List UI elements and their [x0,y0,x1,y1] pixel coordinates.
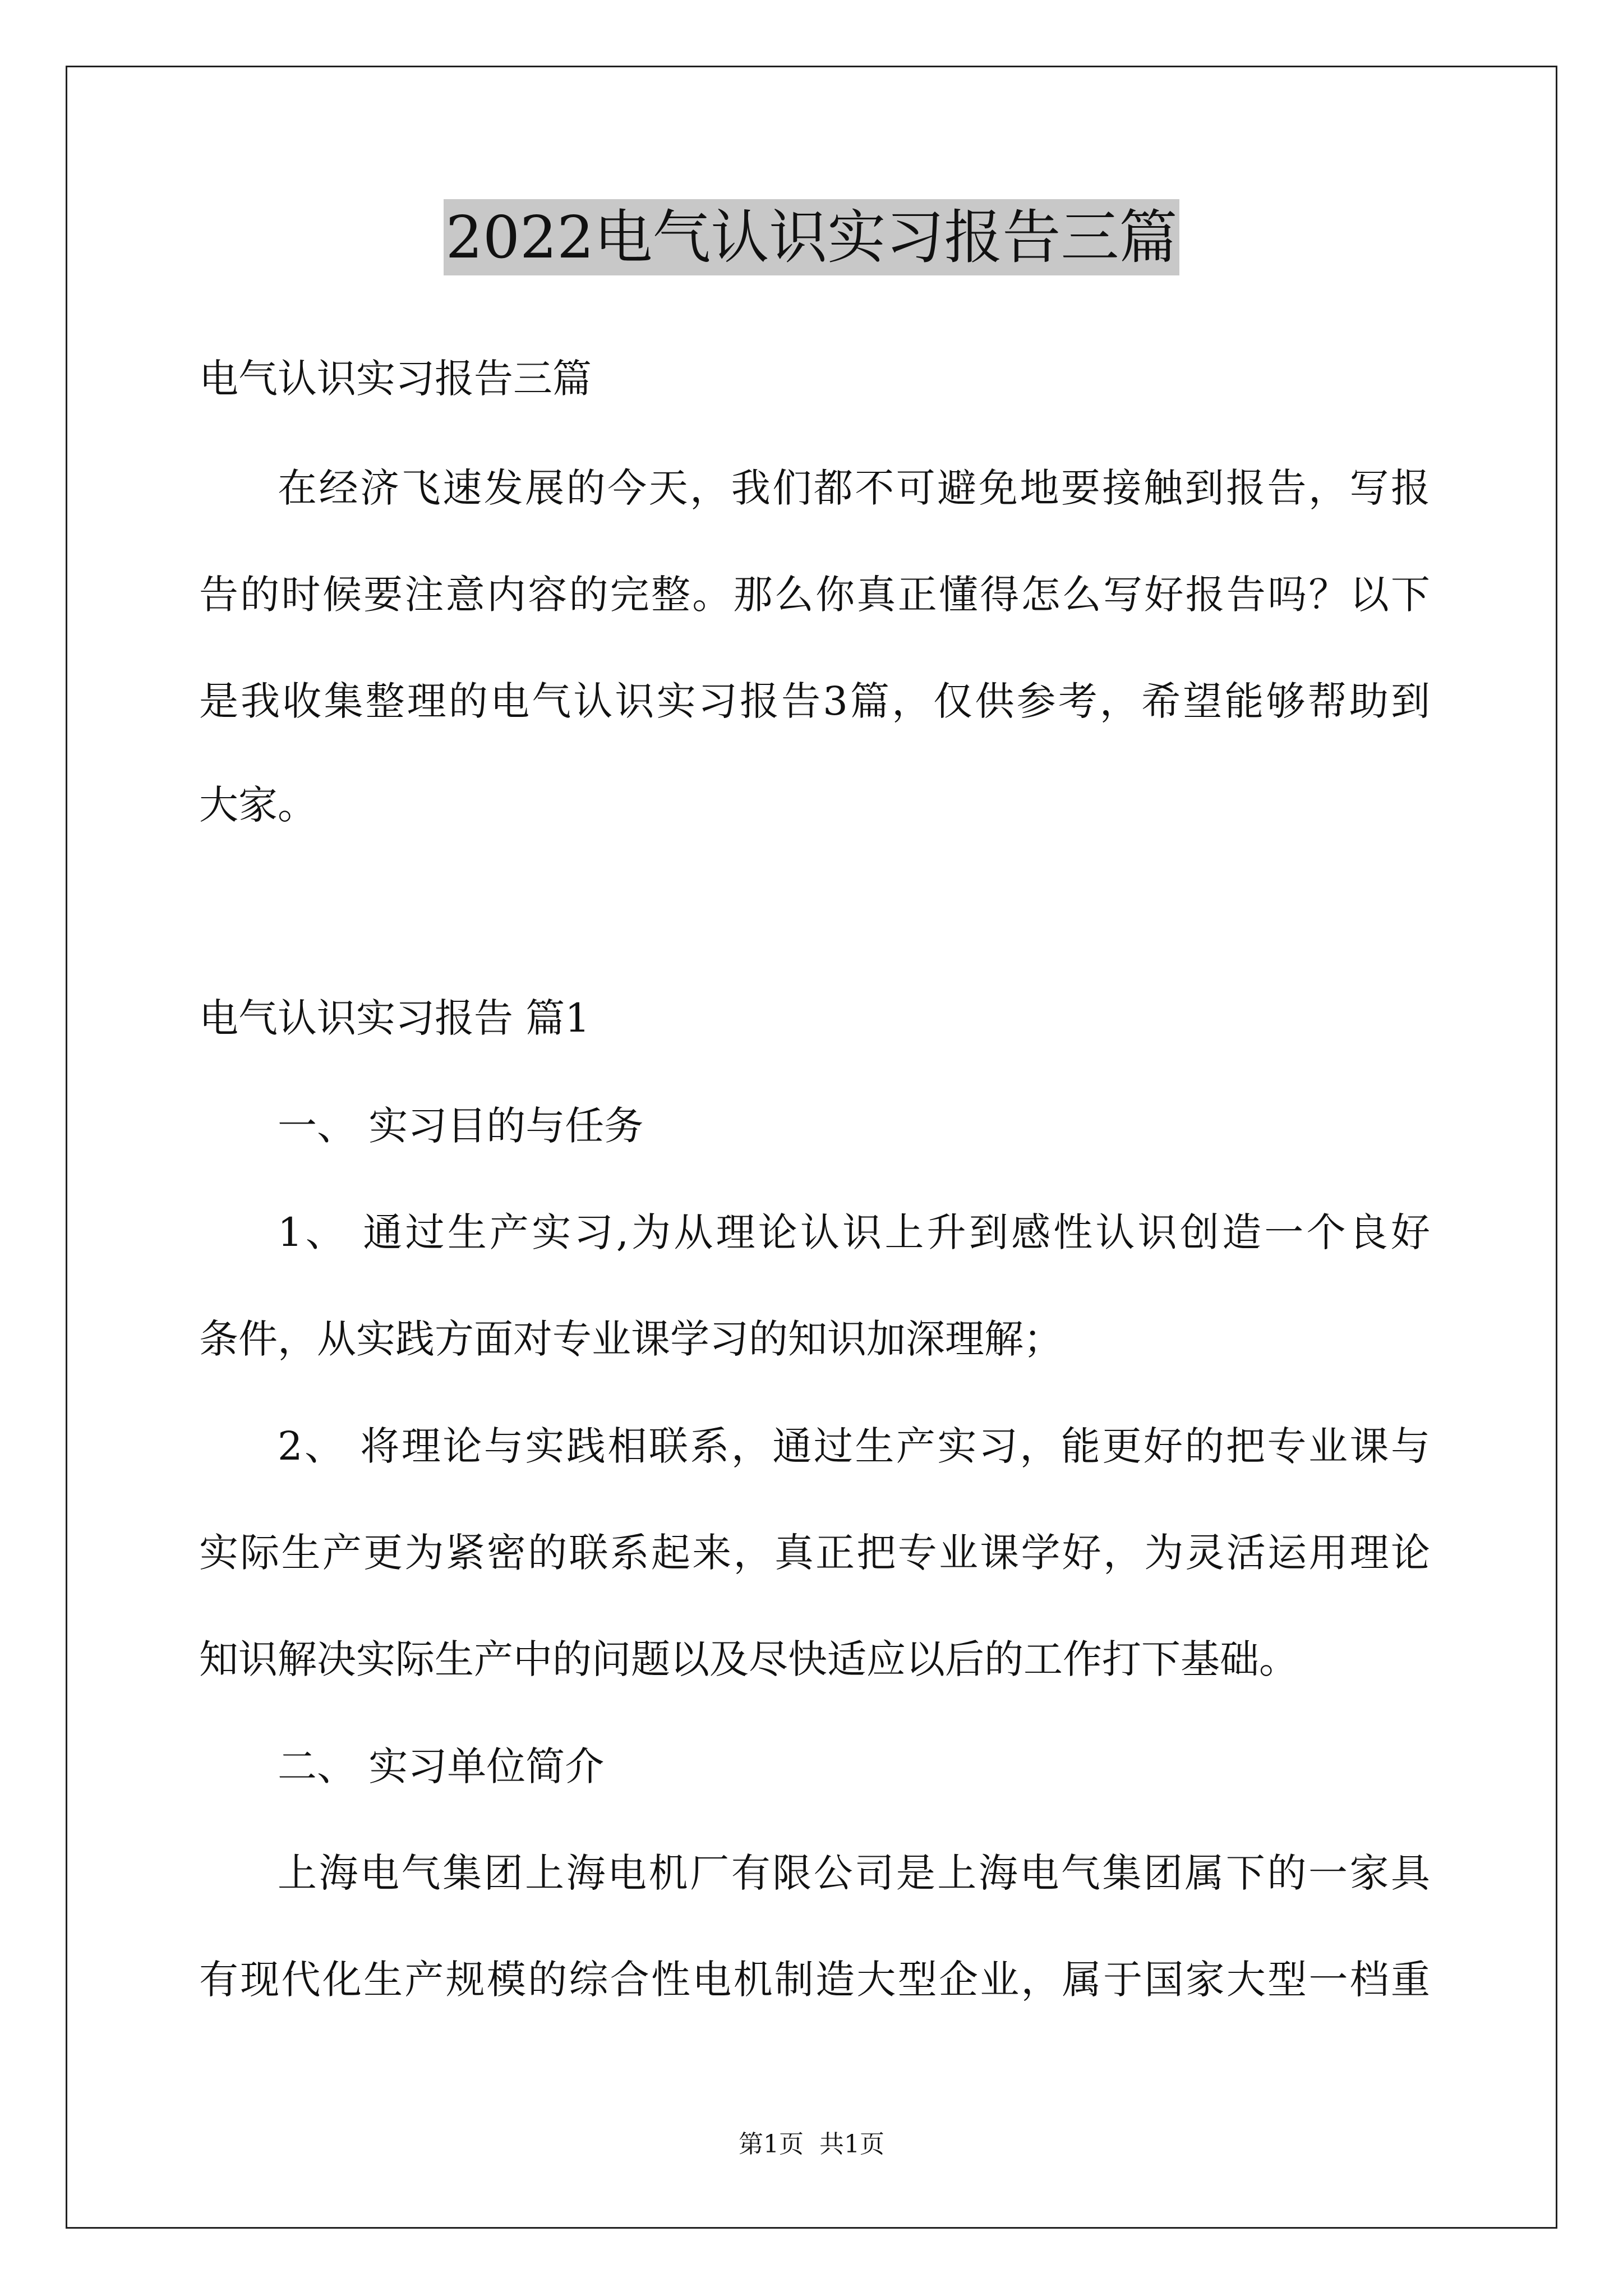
page-footer: 第1页 共1页 [739,2130,884,2159]
paragraph-line: 知识解决实际生产中的问题以及尽快适应以后的工作打下基础。 [199,1636,1298,1682]
paragraph-line: 是我收集整理的电气认识实习报告3篇，仅供参考，希望能够帮助到 [199,678,1430,724]
subsection-heading: 一、 实习目的与任务 [278,1103,644,1149]
paragraph-line: 2、 将理论与实践相联系，通过生产实习，能更好的把专业课与 [278,1423,1430,1469]
paragraph-line: 在经济飞速发展的今天，我们都不可避免地要接触到报告，写报 [278,465,1430,511]
paragraph-line: 大家。 [199,782,317,828]
paragraph-line: 上海电气集团上海电机厂有限公司是上海电气集团属下的一家具 [278,1850,1430,1896]
paragraph-line: 告的时候要注意内容的完整。那么你真正懂得怎么写好报告吗？以下 [199,572,1430,618]
document-title: 2022电气认识实习报告三篇 [444,199,1180,275]
paragraph-line: 条件，从实践方面对专业课学习的知识加深理解； [199,1316,1063,1362]
paragraph-line: 有现代化生产规模的综合性电机制造大型企业，属于国家大型一档重 [199,1957,1430,2003]
subsection-heading: 二、 实习单位简介 [278,1743,605,1789]
paragraph-line: 实际生产更为紧密的联系起来，真正把专业课学好，为灵活运用理论 [199,1530,1430,1576]
paragraph-line: 1、 通过生产实习,为从理论认识上升到感性认识创造一个良好 [278,1209,1430,1255]
title-container [0,199,1623,275]
subtitle: 电气认识实习报告三篇 [199,356,592,402]
section-heading: 电气认识实习报告 篇1 [199,995,590,1041]
